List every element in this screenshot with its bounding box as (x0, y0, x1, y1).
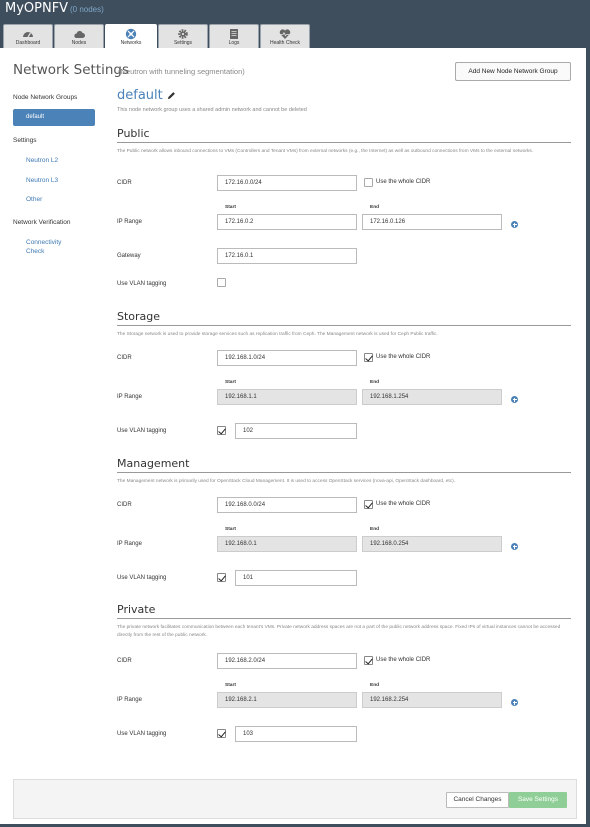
divider (117, 325, 571, 326)
settings-heading: Settings (13, 137, 37, 144)
section-description: The private network facilitates communication between each tenant's VMs. Private network address spaces are not a part of the public network address space. Fixed IPs of virtual instances cannot be accessed directly from the rest of the public network. (117, 625, 561, 638)
private-ip-start-input[interactable]: 192.168.2.1 (217, 692, 357, 708)
tab-logs[interactable] (209, 24, 259, 48)
end-label: End (370, 683, 380, 688)
sidebar-item-neutron-l2[interactable]: Neutron L2 (26, 157, 59, 164)
main-tabs (3, 24, 311, 48)
tab-dashboard[interactable] (3, 24, 53, 48)
tab-label: Networks (120, 40, 142, 46)
divider (117, 618, 571, 619)
public-cidr-input[interactable]: 172.16.0.0/24 (217, 175, 357, 191)
ip-range-label: IP Range (117, 541, 142, 547)
section-description: The Public network allows inbound connections to VMs (Controllers and Tenant VMs) from external networks (e.g., the Internet) as well as outbound connections from VMs to the external networks. (117, 149, 534, 154)
start-label: Start (225, 205, 236, 210)
management-vlan-checkbox[interactable] (217, 573, 226, 582)
private-vlan-checkbox[interactable] (217, 729, 226, 738)
section-title: Private (117, 603, 156, 616)
management-whole-cidr-checkbox[interactable] (364, 500, 373, 509)
tab-nodes[interactable] (54, 24, 104, 48)
start-label: Start (225, 527, 236, 532)
private-whole-cidr-checkbox[interactable] (364, 656, 373, 665)
end-label: End (370, 527, 380, 532)
private-vlan-id-input[interactable]: 103 (235, 726, 357, 742)
management-ip-start-input[interactable]: 192.168.0.1 (217, 536, 357, 552)
action-footer (13, 779, 577, 819)
tab-label: Logs (228, 40, 240, 46)
logs-icon (228, 28, 240, 40)
add-range-icon[interactable] (511, 396, 518, 403)
pencil-icon[interactable] (167, 91, 176, 100)
private-ip-end-input[interactable]: 192.168.2.254 (362, 692, 502, 708)
end-label: End (370, 205, 380, 210)
public-ip-start-input[interactable]: 172.16.0.2 (217, 214, 357, 230)
section-description: The Management network is primarily used for OpenStack Cloud Management. It is used to access OpenStack services (nova-api, OpenStack dashboard, etc). (117, 479, 456, 484)
tab-label: Settings (173, 40, 193, 46)
node-count: (0 nodes) (70, 5, 104, 14)
group-note: This node network group uses a shared admin network and cannot be deleted (117, 107, 307, 113)
divider (117, 142, 571, 143)
public-ip-end-input[interactable]: 172.16.0.126 (362, 214, 502, 230)
cloud-icon (73, 28, 85, 40)
whole-cidr-label: Use the whole CIDR (376, 354, 431, 360)
management-network-section (117, 457, 571, 587)
tab-settings[interactable] (158, 24, 208, 48)
network-verification-heading: Network Verification (13, 219, 71, 226)
start-label: Start (225, 380, 236, 385)
whole-cidr-label: Use the whole CIDR (376, 657, 431, 663)
save-settings-button[interactable]: Save Settings (509, 792, 567, 808)
public-network-section (117, 127, 571, 287)
cidr-label: CIDR (117, 355, 132, 361)
top-bar (0, 0, 590, 24)
private-cidr-input[interactable]: 192.168.2.0/24 (217, 653, 357, 669)
group-name: default (117, 88, 163, 103)
sidebar-item-connectivity-check[interactable]: Connectivity Check (26, 239, 62, 255)
tab-label: Dashboard (15, 40, 41, 46)
public-vlan-checkbox[interactable] (217, 278, 226, 287)
management-cidr-input[interactable]: 192.168.0.0/24 (217, 497, 357, 513)
vlan-label: Use VLAN tagging (117, 575, 167, 581)
section-title: Storage (117, 310, 161, 323)
storage-whole-cidr-checkbox[interactable] (364, 353, 373, 362)
tab-networks[interactable] (105, 24, 157, 49)
ip-range-label: IP Range (117, 697, 142, 703)
tab-health-check[interactable] (260, 24, 310, 48)
vlan-label: Use VLAN tagging (117, 731, 167, 737)
storage-ip-start-input[interactable]: 192.168.1.1 (217, 389, 357, 405)
management-ip-end-input[interactable]: 192.168.0.254 (362, 536, 502, 552)
page-subtitle: (Neutron with tunneling segmentation) (118, 67, 245, 76)
gateway-label: Gateway (117, 253, 141, 259)
vlan-label: Use VLAN tagging (117, 428, 167, 434)
whole-cidr-label: Use the whole CIDR (376, 501, 431, 507)
private-network-section (117, 603, 571, 743)
section-title: Management (117, 457, 190, 470)
storage-vlan-id-input[interactable]: 102 (235, 423, 357, 439)
start-label: Start (225, 683, 236, 688)
storage-ip-end-input[interactable]: 192.168.1.254 (362, 389, 502, 405)
end-label: End (370, 380, 380, 385)
vlan-label: Use VLAN tagging (117, 281, 167, 287)
cidr-label: CIDR (117, 502, 132, 508)
environment-name[interactable]: MyOPNFV (5, 1, 69, 16)
tab-label: Health Check (269, 40, 300, 46)
storage-cidr-input[interactable]: 192.168.1.0/24 (217, 350, 357, 366)
sidebar-item-default[interactable]: default (13, 109, 95, 126)
add-node-network-group-button[interactable]: Add New Node Network Group (455, 62, 571, 81)
heartbeat-icon (279, 28, 291, 40)
add-range-icon[interactable] (511, 221, 518, 228)
cancel-changes-button[interactable]: Cancel Changes (446, 792, 509, 808)
tab-label: Nodes (71, 40, 87, 46)
divider (117, 472, 571, 473)
cidr-label: CIDR (117, 180, 132, 186)
node-network-groups-heading: Node Network Groups (13, 94, 78, 101)
network-settings-page (0, 48, 586, 824)
management-vlan-id-input[interactable]: 101 (235, 570, 357, 586)
add-range-icon[interactable] (511, 543, 518, 550)
ip-range-label: IP Range (117, 219, 142, 225)
section-description: The Storage network is used to provide storage services such as replication traffic from Ceph. The Management network is used for Ceph Public traffic. (117, 332, 438, 337)
gear-icon (177, 28, 189, 40)
storage-network-section (117, 310, 571, 440)
storage-vlan-checkbox[interactable] (217, 426, 226, 435)
sidebar-item-neutron-l3[interactable]: Neutron L3 (26, 177, 59, 184)
whole-cidr-label: Use the whole CIDR (376, 179, 431, 185)
public-gateway-input[interactable]: 172.16.0.1 (217, 248, 357, 264)
dashboard-icon (22, 28, 34, 40)
page-title: Network Settings (13, 62, 130, 78)
network-icon (125, 28, 137, 40)
add-range-icon[interactable] (511, 699, 518, 706)
public-whole-cidr-checkbox[interactable] (364, 178, 373, 187)
cidr-label: CIDR (117, 658, 132, 664)
sidebar-item-other[interactable]: Other (26, 196, 43, 203)
ip-range-label: IP Range (117, 394, 142, 400)
section-title: Public (117, 127, 150, 140)
